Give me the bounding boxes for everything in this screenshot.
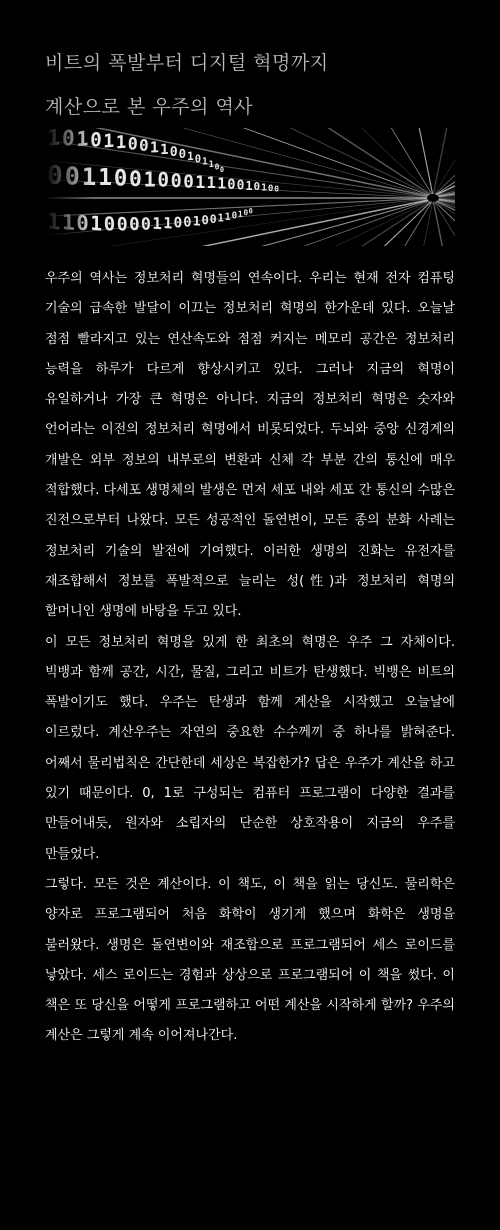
book-subtitle: 계산으로 본 우주의 역사 [45,96,254,118]
book-description [45,264,455,1052]
binary-tunnel-graphic [45,128,455,246]
paragraph-2: 이 모든 정보처리 혁명을 있게 한 최초의 혁명은 우주 그 자체이다. 빅뱅과 함께 공간, 시간, 물질, 그리고 비트가 탄생했다. 빅뱅은 비트의 폭발이기도 했다. 우주는 탄생과 함께 계산을 시작했고 오늘날에 이르렀다. 계산우주는 자연의 중요한 수수께끼 중 하나를 밝혀준다. 어째서 물리법칙은 간단한데 세상은 복잡한가? 답은 우주가 계산을 하고 있기 때문이다. 0, 1로 구성되는 컴퓨터 프로그램이 다양한 결과를 만들어내듯, 원자와 소립자의 단순한 상호작용이 지금의 우주를 만들었다. [45,634,455,862]
paragraph-1: 우주의 역사는 정보처리 혁명들의 연속이다. 우리는 현재 전자 컴퓨팅 기술의 급속한 발달이 이끄는 정보처리 혁명의 한가운데 있다. 오늘날 점점 빨라지고 있는 연산속도와 점점 커지는 메모리 공간은 정보처리 능력을 하루가 다르게 향상시키고 있다. 그러나 지금의 혁명이 유일하거나 가장 큰 혁명은 아니다. 지금의 정보처리 혁명은 숫자와 언어라는 이전의 정보처리 혁명에서 비롯되었다. 두뇌와 중앙 신경계의 개발은 외부 정보의 내부로의 변환과 신체 각 부분 간의 통신에 매우 적합했다. 다세포 생명체의 발생은 먼저 세포 내와 세포 간 통신의 수많은 진전으로부터 나왔다. 모든 성공적인 돌연변이, 모든 종의 분화 사례는 정보처리 기술의 발전에 기여했다. 이러한 생명의 진화는 유전자를 재조합해서 정보를 폭발적으로 늘리는 성(性)과 정보처리 혁명의 할머니인 생명에 바탕을 두고 있다. [45,271,455,620]
paragraph-3: 그렇다. 모든 것은 계산이다. 이 책도, 이 책을 읽는 당신도. 물리학은 양자로 프로그램되어 처음 화학이 생기게 했으며 화학은 생명을 불러왔다. 생명은 돌연변이와 재조합으로 프로그램되어 세스 로이드를 낳았다. 세스 로이드는 경험과 상상으로 프로그램되어 이 책을 썼다. 이 책은 또 당신을 어떻게 프로그램하고 어떤 계산을 시작하게 할까? 우주의 계산은 그렇게 계속 이어져나간다. [45,876,455,1044]
book-title: 비트의 폭발부터 디지털 혁명까지 [45,52,329,74]
